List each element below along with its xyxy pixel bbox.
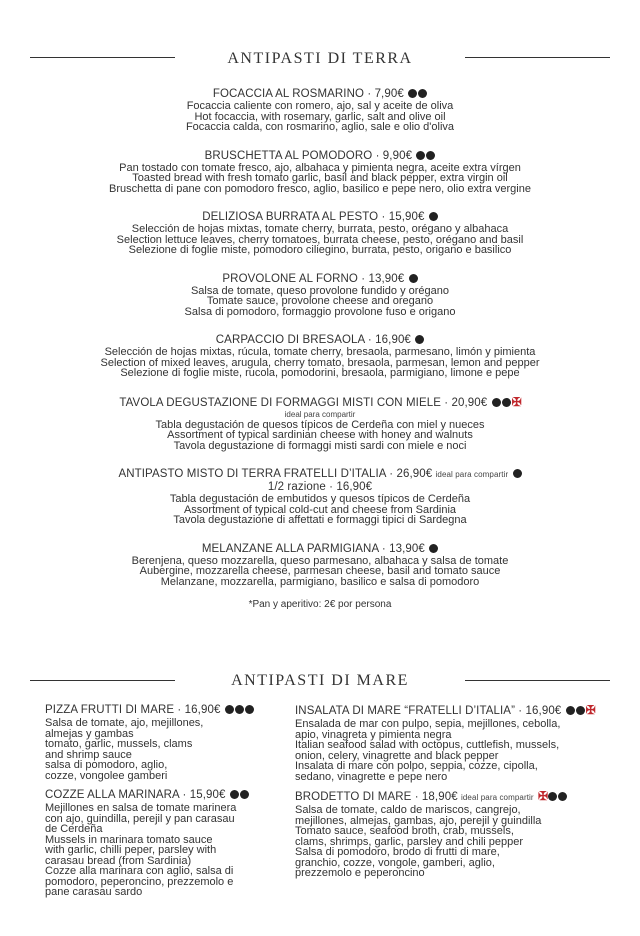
item-description-line: Mejillones en salsa de tomate marinera: [45, 802, 237, 814]
item-title: [0, 150, 640, 163]
dairy-icon: [429, 212, 438, 221]
item-description-line: Selection of mixed leaves, arugula, cherry tomato, bresaola, parmesan, lemon and pepper: [100, 356, 540, 369]
item-name-price: PIZZA FRUTTI DI MARE · 16,90€: [45, 704, 221, 716]
dairy-icon: [513, 469, 522, 478]
dairy-icon: [429, 544, 438, 553]
item-name-price: COZZE ALLA MARINARA · 15,90€: [45, 789, 226, 801]
menu-item: [0, 334, 640, 379]
item-title: [0, 273, 640, 286]
shellfish-icon: [548, 792, 557, 801]
sardinia-flag-icon: ✠: [538, 789, 548, 803]
sardinia-flag-icon: ✠: [511, 394, 521, 409]
item-description-line: Bruschetta di pane con pomodoro fresco, aglio, basilico e pepe nero, olio extra vergine: [109, 182, 531, 195]
bread-note: *Pan y aperitivo: 2€ por persona: [248, 599, 392, 610]
vegan-icon: [408, 89, 417, 98]
item-description-line: pomodoro, peperoncino, prezzemolo e: [45, 875, 234, 888]
item-name-price: CARPACCIO DI BRESAOLA · 16,90€: [215, 334, 411, 346]
share-note: ideal para compartir: [461, 793, 534, 802]
lactose-free-icon: [426, 151, 435, 160]
nuts-icon: [502, 398, 511, 407]
menu-item: [45, 789, 285, 898]
menu-item: [0, 150, 640, 195]
item-name-price: FOCACCIA AL ROSMARINO · 7,90€: [212, 88, 404, 100]
item-description-line: salsa di pomodoro, aglio,: [45, 759, 168, 771]
item-description-line: tomato, garlic, mussels, clams: [45, 738, 193, 750]
item-name-price: TAVOLA DEGUSTAZIONE DI FORMAGGI MISTI CON MIELE · 20,90€: [119, 396, 488, 409]
mare-left-column: [45, 704, 285, 906]
item-description-line: Focaccia calda, con rosmarino, aglio, sale e olio d'oliva: [185, 121, 455, 133]
celery-icon: [576, 706, 585, 715]
item-title: [45, 704, 285, 717]
item-description-line: Selección de hojas mixtas, tomate cherry, burrata, pesto, orégano y albahaca: [131, 223, 509, 235]
menu-item: [0, 211, 640, 256]
shellfish-icon: [235, 705, 244, 714]
item-description-line: Selection lettuce leaves, cherry tomatoes, burrata cheese, pesto, orégano and basil: [116, 233, 524, 246]
menu-item: [0, 543, 640, 588]
lactose-free-icon: [418, 89, 427, 98]
item-description-line: Tabla degustación de quesos típicos de Cerdeña con miel y nueces: [155, 418, 485, 431]
vegan-icon: [416, 151, 425, 160]
item-description-line: Salsa di pomodoro, formaggio provolone fuso e origano: [184, 305, 456, 318]
item-description-line: Toasted bread with fresh tomato garlic, basil and black pepper, extra virgin oil: [132, 172, 508, 184]
item-title: [0, 396, 640, 410]
item-name-price: BRODETTO DI MARE · 18,90€: [295, 791, 458, 803]
shellfish-icon: [566, 706, 575, 715]
item-description-line: Selezione di foglie miste, rucola, pomodorini, bresaola, parmigiano, limone e pepe: [120, 367, 520, 379]
item-description-line: clams, shrimps, garlic, parsley and chili pepper: [295, 835, 524, 848]
half-portion-price: 1/2 razione · 16,90€: [267, 481, 373, 493]
crustacean-icon: [558, 792, 567, 801]
item-description-line: Pan tostado con tomate fresco, ajo, albahaca y pimienta negra, aceite extra vírgen: [119, 161, 521, 174]
item-description-line: prezzemolo e peperoncino: [295, 867, 425, 879]
item-title: [0, 468, 640, 481]
item-description-line: Tavola degustazione di formaggi misti sardi con miele e noci: [173, 439, 467, 452]
item-description-line: Salsa de tomate, queso provolone fundido y orégano: [190, 284, 450, 297]
sardinia-flag-icon: ✠: [585, 703, 595, 717]
item-name-price: INSALATA DI MARE “FRATELLI D’ITALIA” · 16,90€: [295, 705, 562, 717]
item-description-line: Selezione di foglie miste, pomodoro ciliegino, burrata, pesto, origano e basilico: [128, 244, 512, 256]
dairy-icon: [409, 274, 418, 283]
item-description-line: and shrimp sauce: [45, 748, 132, 761]
item-description-line: Assortment of typical cold-cut and cheese from Sardinia: [183, 503, 457, 516]
item-description-line: Italian seafood salad with octopus, cuttlefish, mussels,: [295, 739, 560, 751]
item-description-line: Salsa de tomate, caldo de mariscos, cangrejo,: [295, 804, 521, 816]
item-title: [0, 543, 640, 556]
menu-item: [0, 88, 640, 133]
lactose-free-icon: [230, 790, 239, 799]
item-description-line: Salsa di pomodoro, brodo di frutti di mare,: [295, 846, 500, 858]
mare-right-column: [295, 704, 615, 887]
item-name-price: DELIZIOSA BURRATA AL PESTO · 15,90€: [202, 211, 425, 223]
lactose-free-icon: [225, 705, 234, 714]
item-title: [295, 790, 615, 804]
menu-item: [0, 396, 640, 452]
item-description-line: Focaccia caliente con romero, ajo, sal y aceite de oliva: [186, 100, 454, 112]
share-note: ideal para compartir: [435, 470, 509, 479]
item-description-line: granchio, cozze, vongole, gamberi, aglio,: [295, 856, 495, 869]
section-heading-terra: ANTIPASTI DI TERRA: [227, 50, 413, 67]
item-description-line: pane carasau sardo: [45, 886, 143, 898]
item-description-line: Tomate sauce, provolone cheese and oregano: [206, 295, 434, 307]
item-description-line: Aubergine, mozzarella cheese, parmesan cheese, basil and tomato sauce: [139, 565, 501, 577]
menu-item: [0, 273, 640, 318]
item-description-line: almejas y gambas: [45, 727, 134, 740]
item-description-line: Cozze alla marinara con aglio, salsa di: [45, 865, 234, 877]
item-description-line: de Cerdeña: [45, 823, 103, 835]
item-description-line: mejillones, almejas, gambas, ajo, perejil y guindilla: [295, 814, 542, 827]
item-description-line: cozze, vongolee gamberi: [45, 769, 168, 782]
menu-item: [45, 704, 285, 781]
item-description-line: apio, vinagreta y pimienta negra: [295, 728, 452, 741]
item-description-line: Selección de hojas mixtas, rúcula, tomate cherry, bresaola, parmesano, limón y pimienta: [104, 346, 536, 358]
item-description-line: carasau bread (from Sardinia): [45, 854, 192, 867]
item-description-line: Melanzane, mozzarella, parmigiano, basilico e salsa di pomodoro: [160, 575, 480, 588]
item-title: [45, 789, 285, 802]
item-description-line: Assortment of typical sardinian cheese with honey and walnuts: [167, 429, 473, 441]
item-description-line: sedano, vinagrette e pepe nero: [295, 770, 448, 783]
menu-item: [295, 790, 615, 879]
dairy-icon: [492, 398, 501, 407]
item-description-line: Tabla degustación de embutidos y quesos típicos de Cerdeña: [169, 493, 471, 505]
item-description-line: Tavola degustazione di affettati e formaggi tipici di Sardegna: [173, 514, 467, 526]
item-title: [295, 704, 615, 718]
item-description-line: Insalata di mare con polpo, seppia, cozze, cipolla,: [295, 760, 538, 772]
share-note: ideal para compartir: [284, 409, 356, 419]
menu-item: [0, 468, 640, 526]
item-description-line: Hot focaccia, with rosemary, garlic, salt and olive oil: [194, 110, 446, 123]
dairy-icon: [415, 335, 424, 344]
item-description-line: Ensalada de mar con pulpo, sepia, mejillones, cebolla,: [295, 718, 561, 730]
item-description-line: Berenjena, queso mozzarella, queso parmesano, albahaca y salsa de tomate: [131, 554, 509, 567]
crustacean-icon: [245, 705, 254, 714]
menu-item: [295, 704, 615, 782]
item-description-line: Mussels in marinara tomato sauce: [45, 833, 213, 846]
item-name-price: BRUSCHETTA AL POMODORO · 9,90€: [204, 149, 413, 162]
item-name-price: ANTIPASTO MISTO DI TERRA FRATELLI D’ITALIA · 26,90€: [118, 468, 433, 480]
item-description-line: with garlic, chilli peper, parsley with: [45, 844, 217, 856]
terra-items: [0, 88, 640, 611]
section-heading-mare: ANTIPASTI DI MARE: [231, 672, 409, 689]
shellfish-icon: [240, 790, 249, 799]
item-description-line: onion, celery, vinagrette and black pepper: [295, 749, 499, 762]
item-name-price: PROVOLONE AL FORNO · 13,90€: [222, 272, 405, 285]
item-description-line: Salsa de tomate, ajo, mejillones,: [45, 717, 204, 729]
item-description-line: con ajo, guindilla, perejil y pan carasau: [45, 812, 235, 825]
item-description-line: Tomato sauce, seafood broth, crab, mussels,: [295, 825, 514, 837]
item-name-price: MELANZANE ALLA PARMIGIANA · 13,90€: [201, 542, 425, 555]
